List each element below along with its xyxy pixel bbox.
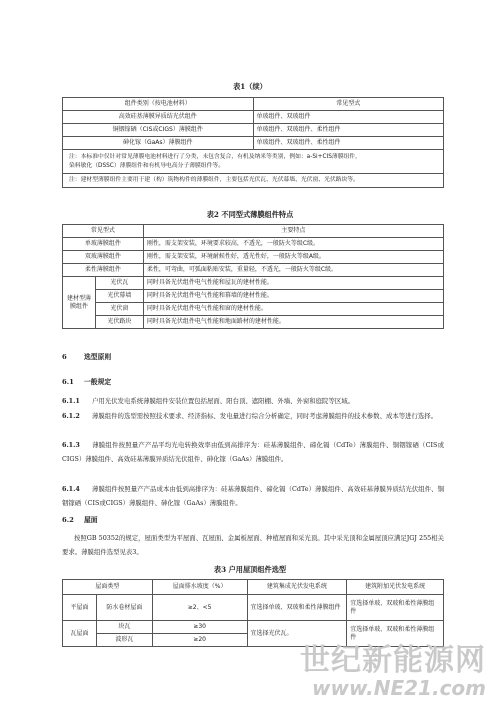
table1-header-form: 常见型式 — [253, 98, 443, 111]
table2-header-features: 主要特点 — [143, 225, 443, 238]
table3-cell: 波形瓦 — [96, 634, 152, 647]
table2-cell: 同时具备光伏组件电气性能和窗的建材性能。 — [143, 303, 443, 316]
table2-caption: 表2 不同型式薄膜组件特点 — [206, 210, 294, 219]
table2-header-form: 常见型式 — [63, 225, 144, 238]
table2-cell: 光伏瓦 — [95, 277, 143, 290]
table1-note-1-line-2: 染料敏化（DSSC）薄膜组件和有机导电高分子薄膜组件等。 — [69, 162, 224, 169]
table3-header-bipv: 建筑集成光伏发电系统 — [247, 580, 347, 595]
table3-cell: 块瓦 — [96, 621, 152, 634]
clause-6-1-2 — [62, 409, 444, 423]
watermark — [300, 645, 486, 699]
section-6-1-heading — [62, 376, 111, 386]
section-number: 6.2 — [62, 516, 74, 524]
table2-cell: 单玻薄膜组件 — [63, 238, 144, 251]
table1-cell: 单玻组件、双玻组件、柔性组件 — [253, 137, 443, 150]
section-title: 一般规定 — [84, 378, 112, 386]
table1 — [62, 97, 444, 188]
clause-number: 6.1.3 — [62, 441, 80, 449]
clause-text: 薄膜组件的选型需按照技术要求、经济指标、发电量进行综合分析确定，同时考虑薄膜组件的技术参数、成本等进行选择。 — [92, 412, 438, 420]
clause-number: 6.1.1 — [62, 397, 80, 405]
clause-6-1-3 — [62, 438, 444, 466]
section-6-heading — [62, 351, 111, 361]
table2-cell: 光伏路块 — [95, 316, 143, 329]
table3-cell: 防水卷材屋面 — [96, 595, 152, 621]
table1-header-category: 组件类别（按电池材料） — [63, 98, 254, 111]
table3-header-roof-type: 屋面类型 — [63, 580, 153, 595]
section-number: 6 — [62, 353, 67, 361]
clause-6-2-text: 按照GB 50352的规定，屋面类型为平屋面、瓦屋面、金属板屋面、种植屋面和采光顶。其中采光顶和金属屋顶应满足JGJ 255相关要求。薄膜组件选型见表3。 — [62, 534, 444, 556]
table1-cell: 铜铟镓硒（CIS或CIGS）薄膜组件 — [63, 124, 254, 137]
clause-text: 户用光伏发电系统薄膜组件安装位置包括屋面、阳台顶、遮阳棚、外墙、外窗和庭院等区域。 — [92, 397, 355, 405]
table2-cell: 光伏窗 — [95, 303, 143, 316]
table1-note-2: 注：建材型薄膜组件主要用于建（构）筑物构件的薄膜组件，主要包括光伏瓦、光伏幕墙、光伏窗、光伏路块等。 — [63, 174, 444, 188]
table2 — [62, 224, 444, 329]
table3-caption: 表3 户用屋顶组件选型 — [213, 565, 287, 574]
table3-cell: 宜选择单玻、双玻和柔性薄膜组件 — [247, 595, 347, 621]
clause-6-1-4 — [62, 482, 444, 510]
section-number: 6.1 — [62, 378, 74, 386]
clause-text: 薄膜组件按照量产产品平均光电转换效率由低到高排序为：硅基薄膜组件、碲化镉（CdTe）薄膜组件、铜铟镓硒（CIS或CIGS）薄膜组件、高效硅基薄膜异质结光伏组件、砷化镓（GaAs）薄膜组件。 — [62, 441, 444, 463]
table3-header-bapv: 建筑附加光伏发电系统 — [347, 580, 444, 595]
table1-cell: 单玻组件、双玻组件、柔性组件 — [253, 124, 443, 137]
table3-cell: ≥30 — [152, 621, 247, 634]
section-6-2-heading — [62, 514, 98, 524]
table3 — [62, 579, 444, 647]
clause-text: 薄膜组件按照量产产品成本由低到高排序为：硅基薄膜组件、碲化镉（CdTe）薄膜组件、高效硅基薄膜异质结光伏组件、铜铟镓硒（CIS或CIGS）薄膜组件、砷化镓（GaAs）薄膜组件。 — [62, 485, 444, 507]
table1-caption: 表1（续） — [233, 82, 267, 91]
watermark-text: 世纪新能源网 — [300, 643, 486, 678]
table3-cell: 宜选择单玻、双玻和柔性薄膜组件 — [347, 621, 444, 647]
table2-cell: 双玻薄膜组件 — [63, 251, 144, 264]
table1-cell: 高效硅基薄膜异质结光伏组件 — [63, 111, 254, 124]
table3-tile-roof-label: 瓦屋面 — [63, 621, 97, 647]
table1-cell: 单玻组件、双玻组件 — [253, 111, 443, 124]
table2-cell: 同时具备光伏组件电气性能和幕墙的建材性能。 — [143, 290, 443, 303]
table2-cell: 柔性薄膜组件 — [63, 264, 144, 277]
table2-cell: 光伏幕墙 — [95, 290, 143, 303]
table2-cell: 刚性，需支架安装，环境要求较高，不透光，一般防火等级C级。 — [143, 238, 443, 251]
table3-cell: ≥20 — [152, 634, 247, 647]
table1-cell: 砷化镓（GaAs）薄膜组件 — [63, 137, 254, 150]
table3-cell: 宜选择光伏瓦。 — [247, 621, 347, 647]
table3-cell: 宜选择单玻、双玻和柔性薄膜组件 — [347, 595, 444, 621]
table2-cell: 刚性，需支架安装，环境耐候性好，透光性好，一般防火等级A级。 — [143, 251, 443, 264]
clause-number: 6.1.2 — [62, 412, 80, 420]
table2-cell: 同时具备光伏组件电气性能和屋瓦的建材性能。 — [143, 277, 443, 290]
section-title: 选型原则 — [84, 353, 112, 361]
table1-note-1-line-1: 注：本标准中仅针对常见薄膜电池材料进行了分类，未包含复合，有机及纳米等类别，例如：a-Si+CIS薄膜组件， — [69, 153, 361, 160]
table3-cell: ≥2、<5 — [152, 595, 247, 621]
table1-note-1 — [63, 150, 444, 174]
table3-flat-roof-label: 平屋面 — [63, 595, 97, 621]
table2-cell: 同时具备光伏组件电气性能和地面路材的建材性能。 — [143, 316, 443, 329]
table2-group-label: 建材型薄膜组件 — [63, 277, 96, 329]
table3-header-slope: 屋面排水坡度（%） — [152, 580, 247, 595]
section-title: 屋面 — [84, 516, 98, 524]
watermark-url: www.NE21.com — [311, 676, 486, 700]
table2-cell: 柔性，可弯曲，可弧面粘贴安装，重量轻，不透光，一般防火等级C级。 — [143, 264, 443, 277]
clause-number: 6.1.4 — [62, 485, 80, 493]
clause-6-1-1 — [62, 394, 444, 408]
